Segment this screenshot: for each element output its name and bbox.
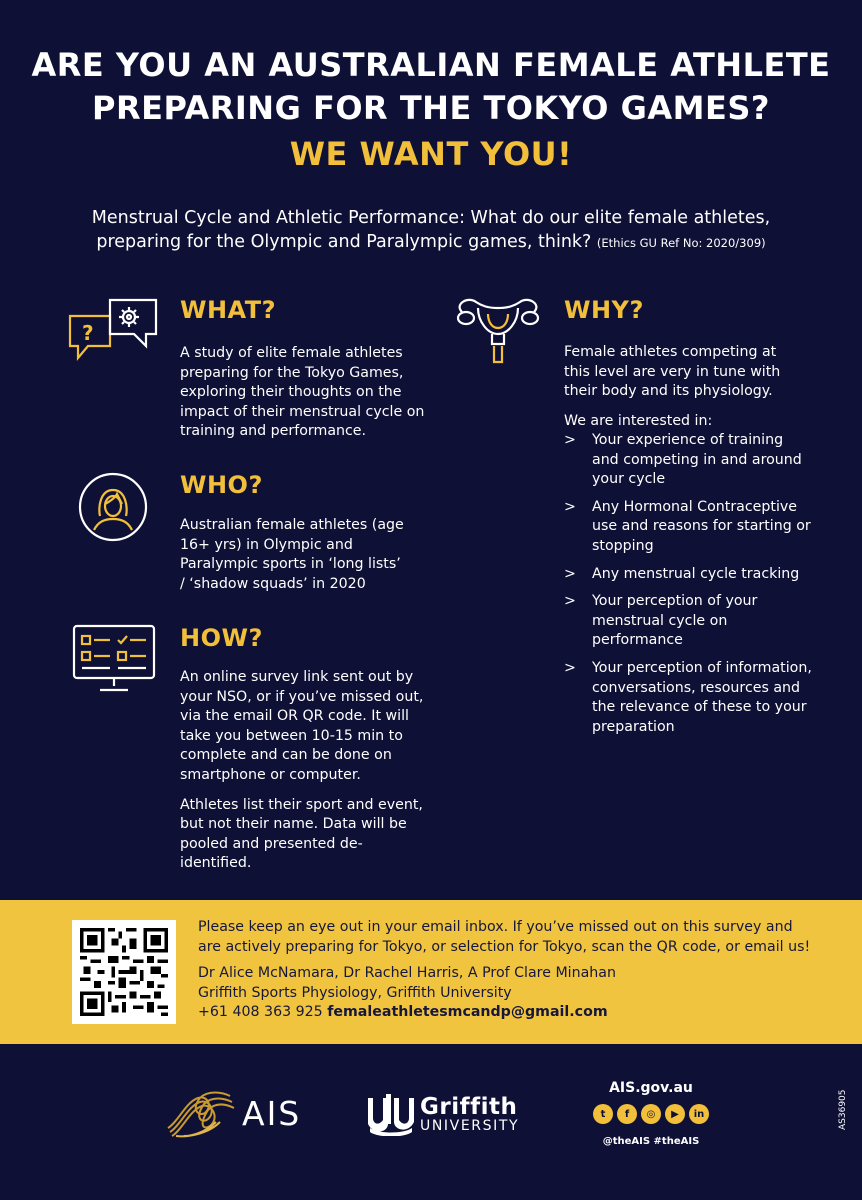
headline-line-1: ARE YOU AN AUSTRALIAN FEMALE ATHLETE <box>31 46 831 84</box>
why-interests-list <box>564 431 814 745</box>
list-item-text: Your perception of your menstrual cycle on performance <box>592 593 758 649</box>
uterus-icon <box>452 294 544 370</box>
affiliation: Griffith Sports Physiology, Griffith University <box>198 984 512 1001</box>
list-item <box>564 565 814 585</box>
facebook-icon[interactable]: f <box>617 1104 637 1124</box>
list-item <box>564 498 814 557</box>
contact-line <box>198 1003 818 1023</box>
phone-number: +61 408 363 925 <box>198 1004 323 1021</box>
linkedin-icon[interactable]: in <box>689 1104 709 1124</box>
list-marker: > <box>564 565 576 582</box>
how-text <box>180 668 426 884</box>
social-icons <box>586 1104 716 1124</box>
why-paragraph-1: Female athletes competing at this level are very in tune with their body and its physiology. <box>564 344 781 400</box>
why-paragraph-2: We are interested in: <box>564 412 713 429</box>
headline <box>0 44 862 176</box>
list-item <box>564 659 814 737</box>
list-item <box>564 431 814 490</box>
list-item-text: Your experience of training and competing in and around your cycle <box>592 432 802 488</box>
list-marker: > <box>564 593 576 610</box>
study-subtitle <box>60 206 802 255</box>
who-title: WHO? <box>180 471 263 499</box>
instagram-icon[interactable]: ◎ <box>641 1104 661 1124</box>
griffith-crest-icon <box>366 1092 416 1140</box>
why-text <box>564 343 804 441</box>
list-item-text: Any menstrual cycle tracking <box>592 565 800 582</box>
ethics-reference: (Ethics GU Ref No: 2020/309) <box>596 236 766 250</box>
document-code: AS36905 <box>838 1089 848 1130</box>
headline-line-2: PREPARING FOR THE TOKYO GAMES? <box>92 89 770 127</box>
ais-website-link[interactable]: AIS.gov.au <box>609 1080 693 1096</box>
why-title: WHY? <box>564 296 644 324</box>
what-title: WHAT? <box>180 296 277 324</box>
computer-monitor-checklist-icon <box>72 624 156 698</box>
email-link[interactable]: femaleathletesmcandp@gmail.com <box>327 1004 608 1021</box>
banner-message: Please keep an eye out in your email inbox. If you’ve missed out on this survey and are actively preparing for Tokyo, or selection for Tokyo, scan the QR code, or email us! <box>198 919 811 955</box>
qr-code[interactable] <box>72 920 176 1024</box>
ais-logo-text: AIS <box>242 1094 302 1133</box>
list-marker: > <box>564 659 576 676</box>
subtitle-line-2: preparing for the Olympic and Paralympic games, think? <box>96 232 592 252</box>
list-item-text: Any Hormonal Contraceptive use and reasons for starting or stopping <box>592 498 811 554</box>
female-athlete-avatar-icon <box>78 472 148 546</box>
list-item <box>564 592 814 651</box>
headline-accent: WE WANT YOU! <box>289 135 573 173</box>
subtitle-line-1: Menstrual Cycle and Athletic Performance: What do our elite female athletes, <box>91 208 771 228</box>
list-item-text: Your perception of information, conversations, resources and the relevance of these to your preparation <box>592 659 812 735</box>
what-text: A study of elite female athletes preparing for the Tokyo Games, exploring their thoughts on the impact of their menstrual cycle on training and performance. <box>180 345 425 440</box>
list-marker: > <box>564 432 576 448</box>
twitter-icon[interactable]: t <box>593 1104 613 1124</box>
how-paragraph-1: An online survey link sent out by your NSO, or if you’ve missed out, via the email OR QR code. It will take you between 10-15 min to complete and can be done on smartphone or computer. <box>180 669 424 783</box>
social-handles: @theAIS #theAIS <box>602 1136 700 1147</box>
how-paragraph-2: Athletes list their sport and event, but not their name. Data will be pooled and presented de-identified. <box>180 796 423 872</box>
how-title: HOW? <box>180 624 263 652</box>
ais-logo-icon <box>166 1088 236 1142</box>
griffith-logo-university: UNIVERSITY <box>420 1118 520 1134</box>
contact-banner <box>0 900 862 1044</box>
svg-text:?: ? <box>82 321 94 345</box>
list-marker: > <box>564 498 576 515</box>
speech-bubbles-question-gear-icon <box>66 296 160 368</box>
griffith-logo-name: Griffith <box>420 1094 518 1120</box>
who-text: Australian female athletes (age 16+ yrs) in Olympic and Paralympic sports in ‘long lists’ / ‘shadow squads’ in 2020 <box>180 517 404 592</box>
researchers: Dr Alice McNamara, Dr Rachel Harris, A Prof Clare Minahan <box>198 965 616 982</box>
banner-text <box>198 918 818 1023</box>
youtube-icon[interactable]: ▶ <box>665 1104 685 1124</box>
